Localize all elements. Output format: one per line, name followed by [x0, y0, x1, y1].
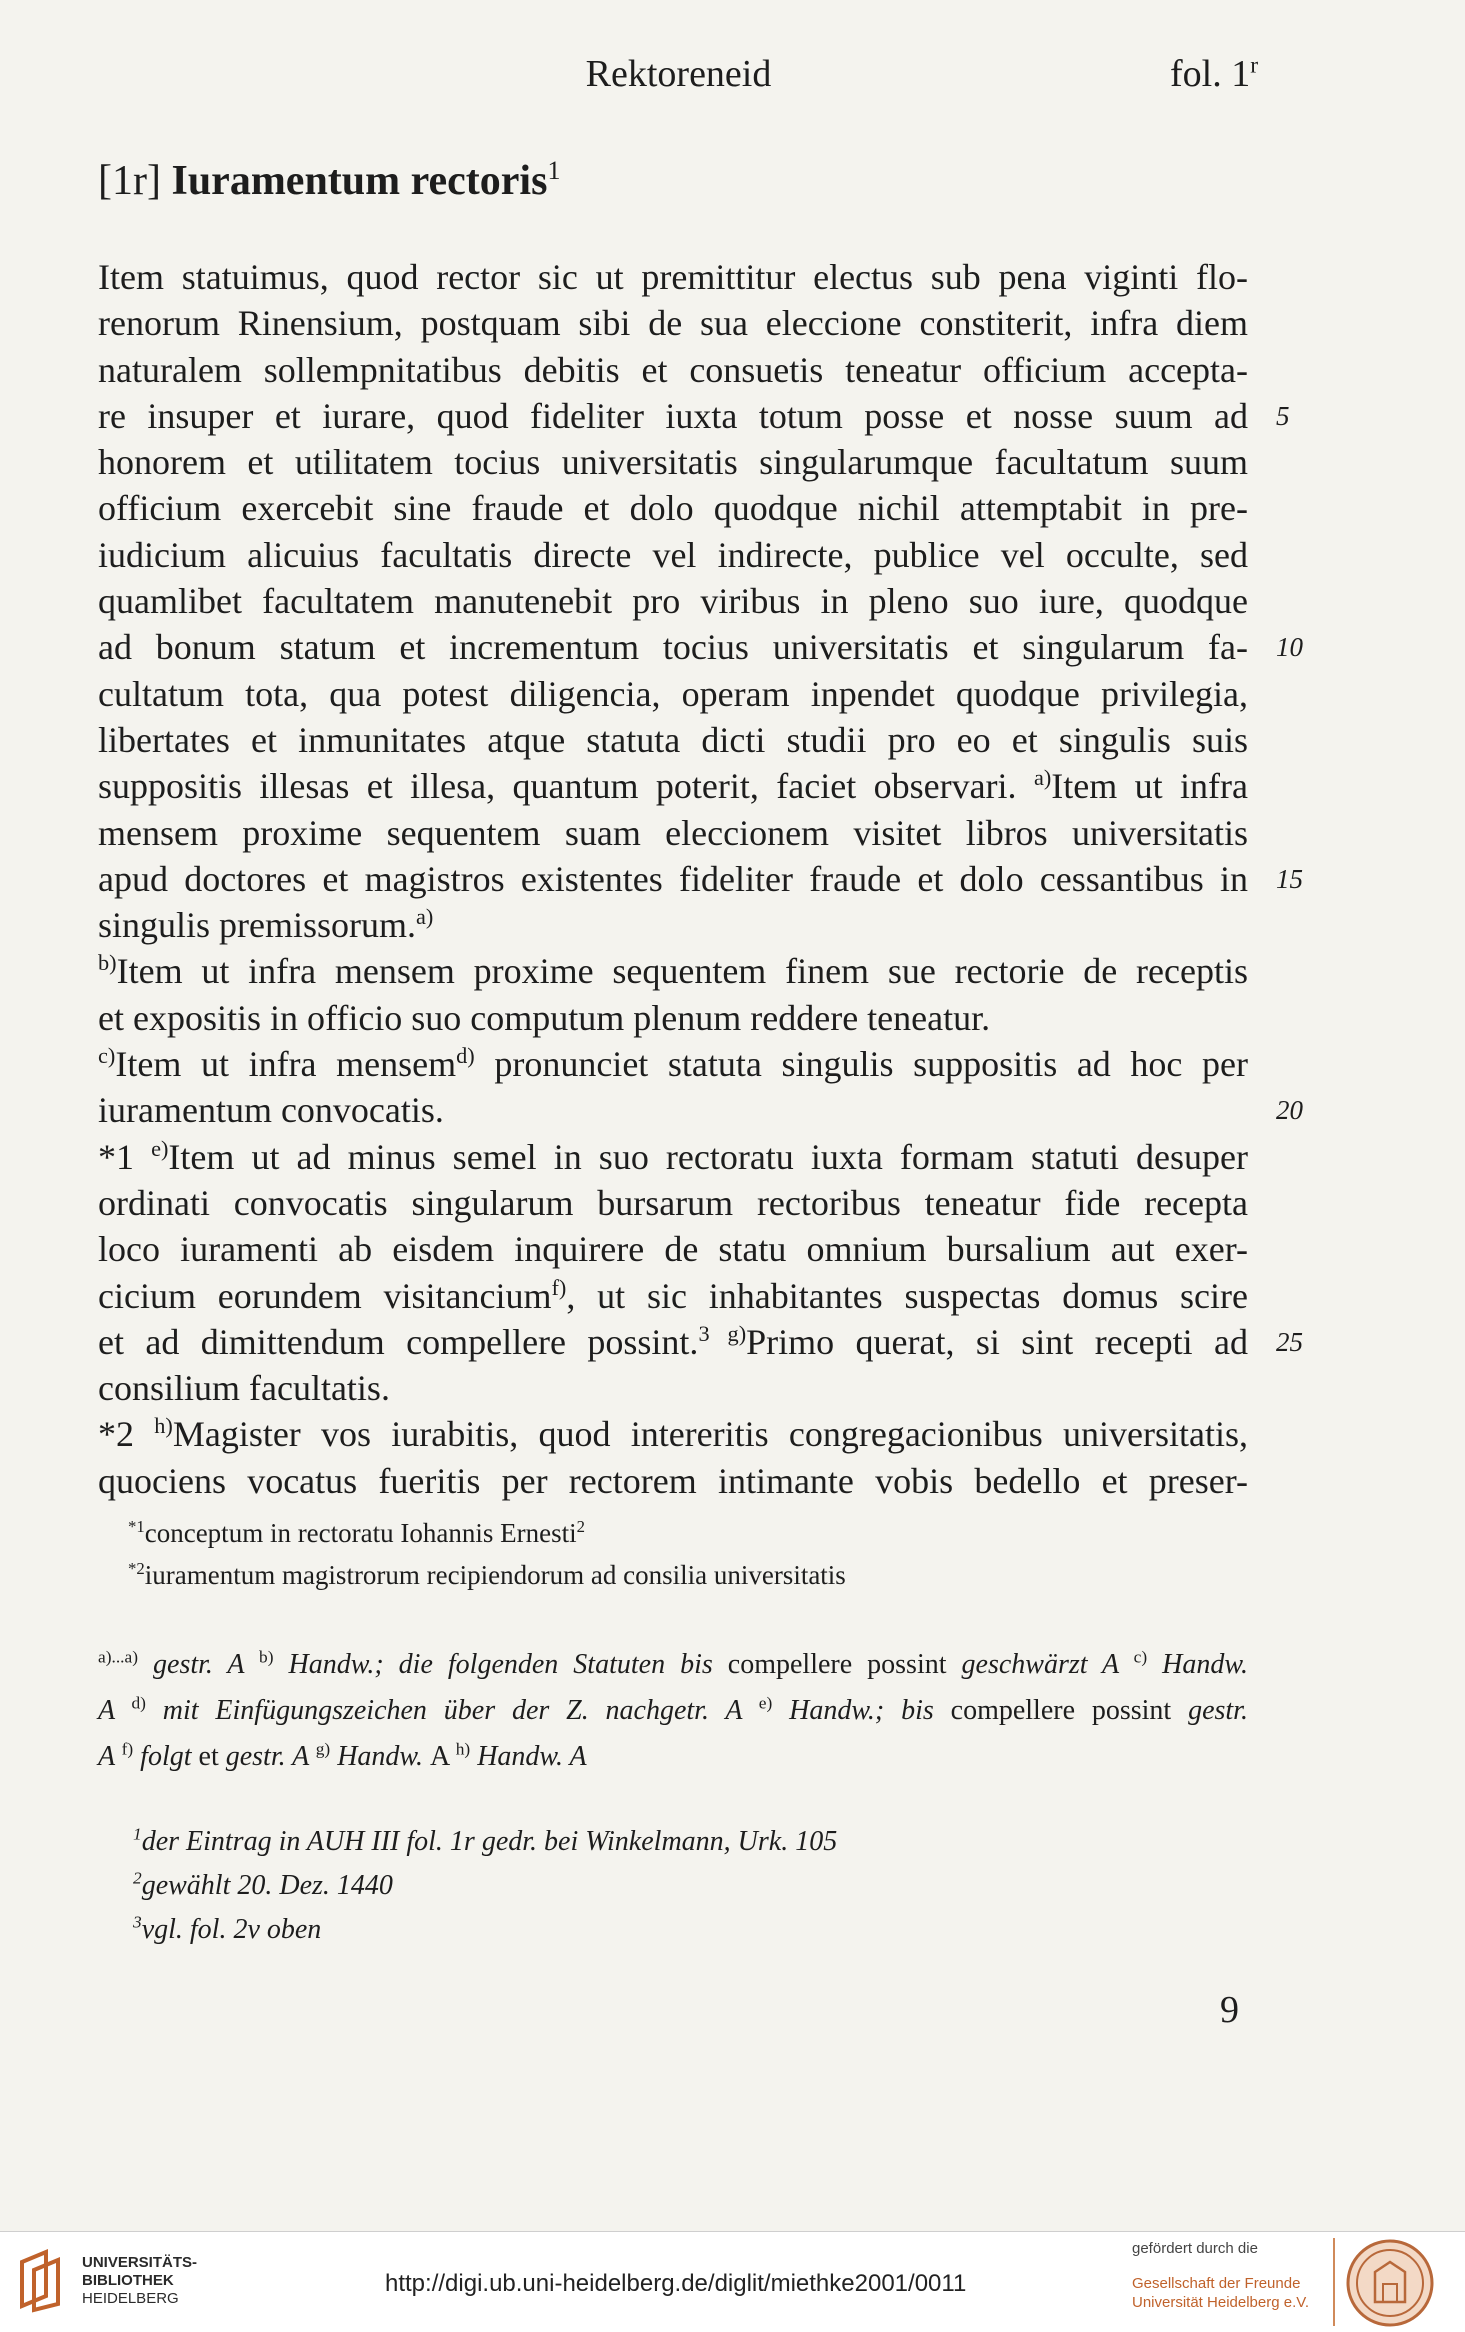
text-segment: Item ut infra mensem — [115, 1044, 457, 1085]
apparatus-ref: b) — [98, 950, 117, 976]
text-line — [98, 1273, 1248, 1319]
critical-apparatus — [98, 1642, 1248, 1780]
text-line: consilium facultatis. — [98, 1368, 390, 1409]
text-line: officium exercebit sine fraude et dolo quodque nichil attemptabit in pre- — [98, 488, 1248, 529]
text-line-content — [98, 1319, 1248, 1365]
apparatus-text: mit Einfügungszeichen über der Z. nachgetr. A — [145, 1695, 759, 1726]
apparatus-line — [98, 1688, 1248, 1734]
line-number: 15 — [1276, 863, 1303, 894]
footnote-number: 3 — [133, 1912, 142, 1932]
apparatus-text: A — [98, 1695, 132, 1726]
text-line: honorem et utilitatem tocius universitatis singularumque facultatum suum — [98, 442, 1248, 483]
apparatus-mark: c) — [1133, 1647, 1148, 1667]
apparatus-line — [98, 1734, 1248, 1780]
apparatus-text: Handw. — [1147, 1649, 1248, 1680]
text-line — [98, 1134, 1248, 1180]
marginal-note — [128, 1554, 1228, 1596]
text-segment: Item ut ad minus semel in suo rectoratu iuxta formam statuti desuper — [168, 1136, 1248, 1177]
text-line: quociens vocatus fueritis per rectorem intimante vobis bedello et preser- — [98, 1460, 1248, 1501]
apparatus-line — [98, 1642, 1248, 1688]
sponsor-caption: gefördert durch die — [1132, 2240, 1258, 2257]
note-text: iuramentum magistrorum recipiendorum ad consilia universitatis — [144, 1560, 846, 1590]
viewer-footer — [0, 2231, 1465, 2332]
apparatus-ref: a) — [416, 904, 434, 930]
apparatus-mark: f) — [121, 1739, 134, 1759]
library-logo-icon — [16, 2248, 76, 2314]
apparatus-ref: g) — [709, 1320, 747, 1346]
main-text — [98, 254, 1303, 1504]
folio-reference: [1r] — [98, 158, 172, 204]
line-number: 25 — [1276, 1326, 1303, 1357]
text-line-content: ad bonum statum et incrementum tocius universitatis et singularum fa- — [98, 627, 1248, 668]
apparatus-mark: g) — [315, 1739, 331, 1759]
apparatus-ref: e) — [151, 1135, 169, 1161]
footnote-text: vgl. fol. 2v oben — [141, 1914, 322, 1945]
note-text: conceptum in rectoratu Iohannis Ernesti — [144, 1518, 577, 1548]
text-line — [98, 763, 1248, 809]
apparatus-text: gestr. A — [138, 1649, 260, 1680]
apparatus-text: A — [430, 1741, 456, 1772]
folio-side: r — [1250, 52, 1259, 79]
apparatus-text: Handw.; die folgenden Statuten bis — [273, 1649, 728, 1680]
marginal-note — [128, 1512, 1228, 1554]
text-segment: Item ut infra mensem proxime sequentem finem sue rectorie de receptis — [116, 951, 1248, 992]
text-line-content: re insuper et iurare, quod fideliter iuxta totum posse et nosse suum ad — [98, 395, 1248, 436]
text-line: mensem proxime sequentem suam eleccionem visitet libros universitatis — [98, 812, 1248, 853]
footnote — [133, 1820, 1133, 1864]
footnote — [133, 1864, 1133, 1908]
apparatus-text: Handw.; bis — [772, 1695, 951, 1726]
apparatus-mark: b) — [259, 1647, 274, 1667]
folio-label: fol. 1 — [1170, 53, 1251, 95]
apparatus-text: folgt — [133, 1741, 199, 1772]
apparatus-mark: e) — [758, 1693, 773, 1713]
running-header-folio — [1170, 52, 1258, 96]
marginal-mark: *1 — [98, 1136, 152, 1177]
apparatus-ref: f) — [551, 1274, 567, 1300]
apparatus-mark: a)...a) — [98, 1647, 138, 1667]
text-segment: cicium eorundem visitancium — [98, 1275, 552, 1316]
sponsor-name — [1132, 2274, 1309, 2312]
apparatus-text: compellere possint — [950, 1695, 1189, 1726]
text-line — [98, 624, 1303, 670]
footnotes — [133, 1820, 1133, 1952]
footnote-ref: 2 — [576, 1517, 585, 1536]
sponsor-name-line: Gesellschaft der Freunde — [1132, 2275, 1301, 2292]
text-line — [98, 1411, 1248, 1457]
text-segment: singulis premissorum. — [98, 905, 417, 946]
section-heading — [98, 157, 560, 205]
sponsor-name-line: Universität Heidelberg e.V. — [1132, 2294, 1310, 2311]
page-number: 9 — [1220, 1989, 1239, 2031]
text-line: loco iuramenti ab eisdem inquirere de statu omnium bursalium aut exer- — [98, 1229, 1248, 1270]
text-line — [98, 393, 1290, 439]
text-line: cultatum tota, qua potest diligencia, operam inpendet quodque privilegia, — [98, 673, 1248, 714]
apparatus-ref: d) — [456, 1043, 475, 1069]
text-segment: Magister vos iurabitis, quod intereritis congregacionibus universitatis, — [172, 1414, 1249, 1455]
text-segment: et ad dimittendum compellere possint. — [98, 1321, 699, 1362]
apparatus-mark: d) — [131, 1693, 146, 1713]
line-number: 20 — [1276, 1095, 1303, 1126]
library-name — [82, 2254, 197, 2308]
text-line — [98, 1319, 1303, 1365]
footnote — [133, 1908, 1133, 1952]
apparatus-text: gestr. A — [225, 1741, 316, 1772]
library-name-line: BIBLIOTHEK — [82, 2272, 174, 2289]
library-name-line: UNIVERSITÄTS- — [82, 2254, 198, 2271]
apparatus-text: Handw. A — [470, 1741, 587, 1772]
line-number: 5 — [1276, 400, 1290, 431]
note-mark: *2 — [128, 1559, 145, 1578]
text-line-content: apud doctores et magistros existentes fideliter fraude et dolo cessantibus in — [98, 858, 1248, 899]
text-line — [98, 1041, 1248, 1087]
university-seal-icon — [1345, 2238, 1435, 2328]
footnote-ref: 1 — [547, 156, 561, 185]
text-segment: Item ut infra — [1051, 766, 1248, 807]
apparatus-ref: c) — [98, 1043, 116, 1069]
text-line: ordinati convocatis singularum bursarum rectoribus teneatur fide recepta — [98, 1182, 1248, 1223]
text-line — [98, 902, 1248, 948]
apparatus-text: compellere possint — [727, 1649, 962, 1680]
apparatus-text: gestr. — [1188, 1695, 1248, 1726]
apparatus-mark: h) — [455, 1739, 471, 1759]
marginal-mark: *2 — [98, 1414, 155, 1455]
text-line: naturalem sollempnitatibus debitis et consuetis teneatur officium accepta- — [98, 349, 1248, 390]
note-mark: *1 — [128, 1517, 145, 1536]
apparatus-ref: a) — [1033, 765, 1052, 791]
text-segment: suppositis illesas et illesa, quantum poterit, faciet observari. — [98, 766, 1034, 807]
apparatus-ref: h) — [154, 1413, 173, 1439]
heading-title: Iuramentum rectoris — [171, 158, 548, 204]
permalink-url[interactable]: http://digi.ub.uni-heidelberg.de/diglit/miethke2001/0011 — [385, 2270, 967, 2297]
apparatus-text: geschwärzt A — [961, 1649, 1134, 1680]
line-number: 10 — [1276, 632, 1303, 663]
footnote-text: der Eintrag in AUH III fol. 1r gedr. bei Winkelmann, Urk. 105 — [141, 1826, 838, 1857]
text-line — [98, 948, 1248, 994]
text-segment: iuramentum convocatis. — [98, 1090, 444, 1131]
footnote-text: gewählt 20. Dez. 1440 — [141, 1870, 393, 1901]
footnote-number: 1 — [133, 1824, 142, 1844]
text-segment: , ut sic inhabitantes suspectas domus scire — [566, 1275, 1248, 1316]
footnote-number: 2 — [133, 1868, 142, 1888]
running-header-title: Rektoreneid — [585, 53, 772, 95]
text-segment: Primo querat, si sint recepti ad — [746, 1321, 1248, 1362]
footer-divider — [1333, 2238, 1335, 2326]
footnote-ref: 3 — [698, 1320, 710, 1346]
text-line: iudicium alicuius facultatis directe vel indirecte, publice vel occulte, sed — [98, 534, 1248, 575]
apparatus-text: A — [98, 1741, 122, 1772]
text-line — [98, 856, 1303, 902]
text-line: libertates et inmunitates atque statuta dicti studii pro eo et singulis suis — [98, 719, 1248, 760]
apparatus-text: et — [198, 1741, 226, 1772]
text-line: Item statuimus, quod rector sic ut premittitur electus sub pena viginti flo- — [98, 257, 1248, 297]
library-name-line: HEIDELBERG — [82, 2290, 179, 2307]
text-segment: pronunciet statuta singulis suppositis ad hoc per — [474, 1044, 1248, 1085]
marginal-notes — [128, 1512, 1228, 1596]
apparatus-text: Handw. — [330, 1741, 431, 1772]
text-line: renorum Rinensium, postquam sibi de sua eleccione constiterit, infra diem — [98, 303, 1248, 344]
text-line — [98, 1087, 1303, 1133]
text-line: quamlibet facultatem manutenebit pro viribus in pleno suo iure, quodque — [98, 581, 1248, 622]
text-line: et expositis in officio suo computum plenum reddere teneatur. — [98, 997, 991, 1038]
